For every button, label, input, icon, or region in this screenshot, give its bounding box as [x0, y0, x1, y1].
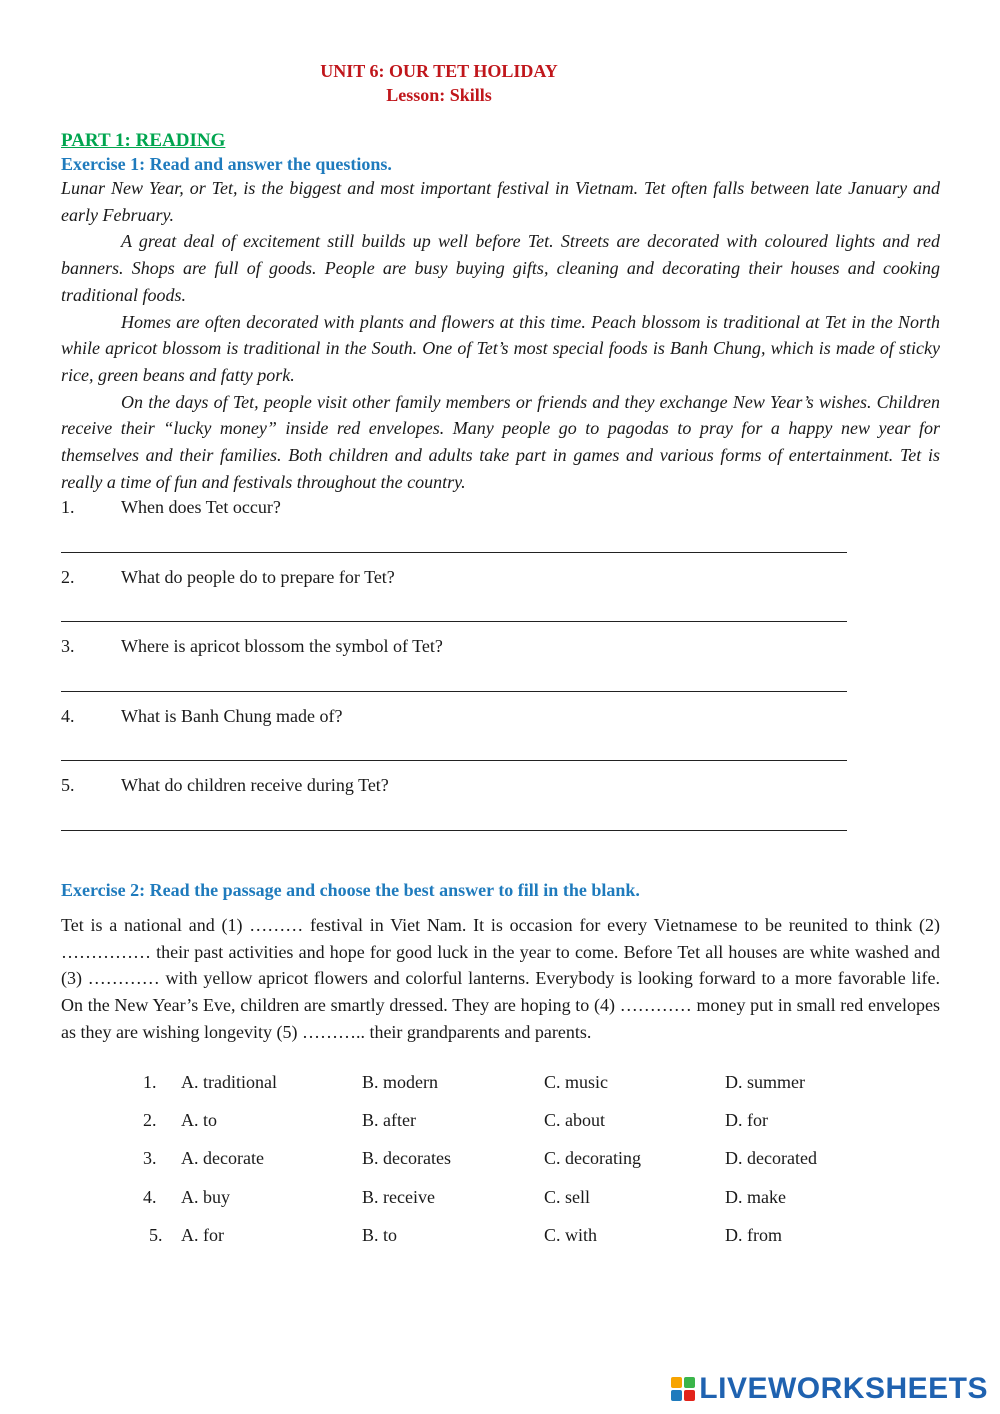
- question-1: [61, 497, 281, 518]
- logo-tile: [684, 1377, 695, 1388]
- question-text: Where is apricot blossom the symbol of Tet?: [121, 636, 443, 656]
- choice-number: 1.: [143, 1072, 157, 1092]
- logo-mark-icon: [671, 1377, 695, 1401]
- choice-option-a[interactable]: A. for: [181, 1224, 224, 1245]
- lesson-subtitle: Lesson: Skills: [386, 85, 492, 105]
- choice-option-b[interactable]: B. to: [362, 1224, 398, 1245]
- logo-tile: [671, 1390, 682, 1401]
- passage-paragraph: On the days of Tet, people visit other family members or friends and they exchange New Year’s wishes. Children receive their “lucky money” inside red envelopes. Many people go to pagodas to pray for a happy new year for themselves and their families. Both children and adults take part in games and various forms of entertainment. Tet is really a time of fun and festivals throughout the country.: [61, 391, 940, 492]
- exercise-1-heading: Exercise 1: Read and answer the questions.: [61, 154, 392, 174]
- choice-number: 5.: [149, 1224, 163, 1245]
- question-number: 2.: [61, 567, 75, 587]
- choice-option-b[interactable]: B. after: [362, 1110, 416, 1131]
- choice-option-d[interactable]: D. decorated: [725, 1148, 817, 1169]
- choice-option-c[interactable]: C. sell: [544, 1186, 591, 1207]
- answer-line-1[interactable]: [61, 552, 847, 553]
- choice-option-a[interactable]: A. traditional: [181, 1072, 277, 1092]
- choice-option-b[interactable]: B. modern: [362, 1072, 438, 1092]
- choice-option-d[interactable]: D. summer: [725, 1072, 805, 1092]
- choice-option-d[interactable]: D. for: [725, 1110, 768, 1131]
- choice-number: 3.: [143, 1148, 157, 1169]
- brand-name: LIVEWORKSHEETS: [699, 1372, 988, 1405]
- choice-option-a[interactable]: A. buy: [181, 1186, 230, 1207]
- passage-paragraph: Homes are often decorated with plants and flowers at this time. Peach blossom is traditional at Tet in the North while apricot blossom is traditional in the South. One of Tet’s most special foods is Banh Chung, which is made of sticky rice, green beans and fatty pork.: [61, 311, 940, 385]
- reading-passage: [61, 175, 940, 495]
- question-number: 4.: [61, 706, 75, 726]
- liveworksheets-logo[interactable]: [671, 1372, 988, 1406]
- logo-tile: [684, 1390, 695, 1401]
- question-text: What is Banh Chung made of?: [121, 706, 343, 726]
- page-title: UNIT 6: OUR TET HOLIDAY: [320, 61, 558, 81]
- choice-number: 4.: [143, 1186, 157, 1207]
- choice-option-b[interactable]: B. receive: [362, 1186, 435, 1207]
- choice-option-c[interactable]: C. decorating: [544, 1148, 641, 1169]
- choice-option-c[interactable]: C. music: [544, 1072, 609, 1092]
- logo-tile: [671, 1377, 682, 1388]
- answer-line-3[interactable]: [61, 691, 847, 692]
- exercise-2-heading: Exercise 2: Read the passage and choose the best answer to fill in the blank.: [61, 880, 640, 900]
- question-text: When does Tet occur?: [121, 497, 281, 517]
- choice-option-b[interactable]: B. decorates: [362, 1148, 451, 1169]
- passage-paragraph: Lunar New Year, or Tet, is the biggest and most important festival in Vietnam. Tet often falls between late January and early February.: [61, 178, 940, 225]
- answer-line-2[interactable]: [61, 621, 847, 622]
- question-number: 5.: [61, 775, 75, 795]
- part-heading: PART 1: READING: [61, 130, 226, 151]
- choice-option-c[interactable]: C. about: [544, 1110, 605, 1131]
- choice-option-a[interactable]: A. to: [181, 1110, 217, 1131]
- passage-paragraph: A great deal of excitement still builds up well before Tet. Streets are decorated with coloured lights and red banners. Shops are full of goods. People are busy buying gifts, cleaning and decorating their houses and cooking traditional foods.: [61, 231, 940, 305]
- question-5: [61, 775, 389, 796]
- cloze-passage: Tet is a national and (1) ……… festival in Viet Nam. It is occasion for every Vietnamese to be reunited to think (2) …………… their past activities and hope for good luck in the year to come. Before Tet all houses are white washed and (3) ………… with yellow apricot flowers and colorful lanterns. Everybody is looking forward to a more favorable life. On the New Year’s Eve, children are smartly dressed. They are hoping to (4) ………… money put in small red envelopes as they are wishing longevity (5) ……….. their grandparents and parents.: [61, 915, 940, 1042]
- question-number: 3.: [61, 636, 75, 656]
- choice-number: 2.: [143, 1110, 157, 1131]
- question-2: [61, 567, 395, 588]
- question-3: [61, 636, 443, 657]
- answer-line-4[interactable]: [61, 760, 847, 761]
- question-4: [61, 706, 342, 727]
- question-text: What do children receive during Tet?: [121, 775, 389, 795]
- choice-option-d[interactable]: D. from: [725, 1224, 782, 1245]
- choice-option-d[interactable]: D. make: [725, 1186, 786, 1207]
- question-text: What do people do to prepare for Tet?: [121, 567, 395, 587]
- question-number: 1.: [61, 497, 75, 517]
- answer-line-5[interactable]: [61, 830, 847, 831]
- choice-option-a[interactable]: A. decorate: [181, 1148, 264, 1169]
- choice-option-c[interactable]: C. with: [544, 1224, 598, 1245]
